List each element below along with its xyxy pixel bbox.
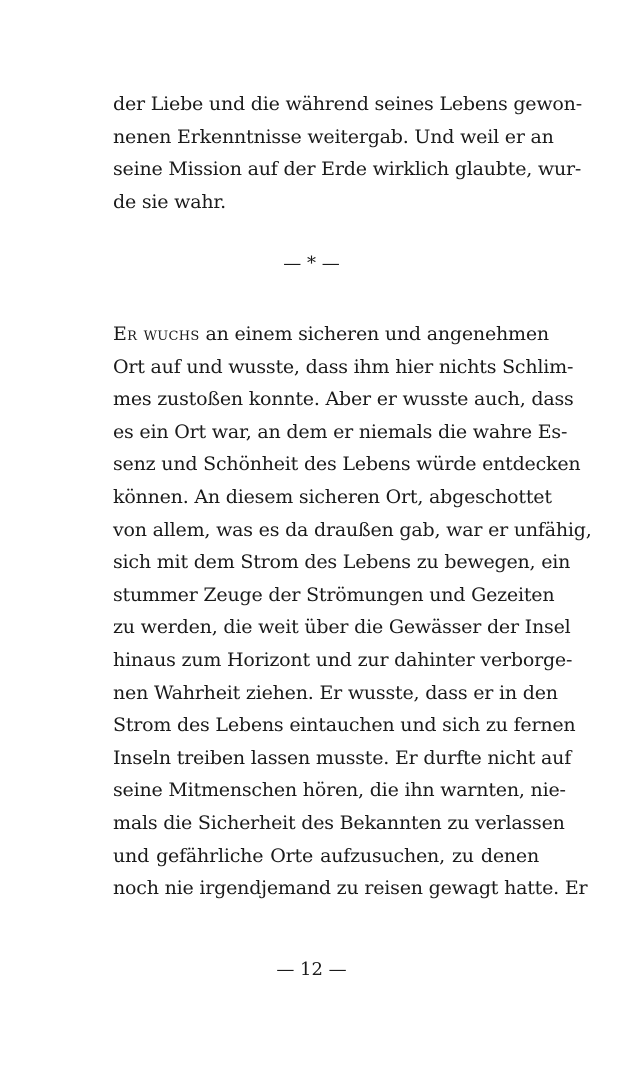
text-line: sich mit dem Strom des Lebens zu bewegen, ein bbox=[113, 551, 571, 574]
text-line: hinaus zum Horizont und zur dahinter verborge- bbox=[113, 648, 573, 671]
text-line: seine Mitmenschen hören, die ihn warnten, nie- bbox=[113, 779, 566, 802]
text-line: nenen Erkenntnisse weitergab. Und weil er an bbox=[113, 125, 554, 148]
text-line: seine Mission auf der Erde wirklich glaubte, wur- bbox=[113, 158, 582, 181]
text-line: mes zustoßen konnte. Aber er wusste auch, dass bbox=[113, 388, 574, 411]
text-line: können. An diesem sicheren Ort, abgeschottet bbox=[113, 485, 552, 508]
text-line: Inseln treiben lassen musste. Er durfte nicht auf bbox=[113, 746, 572, 769]
text-line: stummer Zeuge der Strömungen und Gezeiten bbox=[113, 583, 555, 606]
text-line: und gefährliche Orte aufzusuchen, zu denen bbox=[113, 844, 539, 867]
text-line: es ein Ort war, an dem er niemals die wahre Es- bbox=[113, 420, 568, 443]
text-line-first bbox=[113, 318, 549, 351]
text-line: nen Wahrheit ziehen. Er wusste, dass er in den bbox=[113, 681, 558, 704]
text-line: mals die Sicherheit des Bekannten zu verlassen bbox=[113, 811, 565, 834]
paragraph-new-section bbox=[113, 318, 592, 905]
page-number: — 12 — bbox=[276, 959, 347, 980]
text-line: der Liebe und die während seines Lebens gewon- bbox=[113, 93, 582, 115]
text-line: Ort auf und wusste, dass ihm hier nichts Schlim- bbox=[113, 355, 574, 378]
paragraph-continuation bbox=[113, 88, 582, 218]
text-line: von allem, was es da draußen gab, war er unfähig, bbox=[113, 518, 592, 541]
text-line: de sie wahr. bbox=[113, 190, 227, 213]
text-line: zu werden, die weit über die Gewässer der Insel bbox=[113, 616, 571, 639]
text-line: Strom des Lebens eintauchen und sich zu fernen bbox=[113, 714, 576, 737]
text-line: noch nie irgendjemand zu reisen gewagt hatte. Er bbox=[113, 877, 588, 900]
first-line-text: an einem sicheren und angenehmen bbox=[199, 323, 549, 345]
small-caps-lead-in: Er wuchs bbox=[113, 323, 200, 345]
text-line: senz und Schönheit des Lebens würde entdecken bbox=[113, 453, 581, 476]
section-break-ornament: — * — bbox=[283, 253, 340, 274]
